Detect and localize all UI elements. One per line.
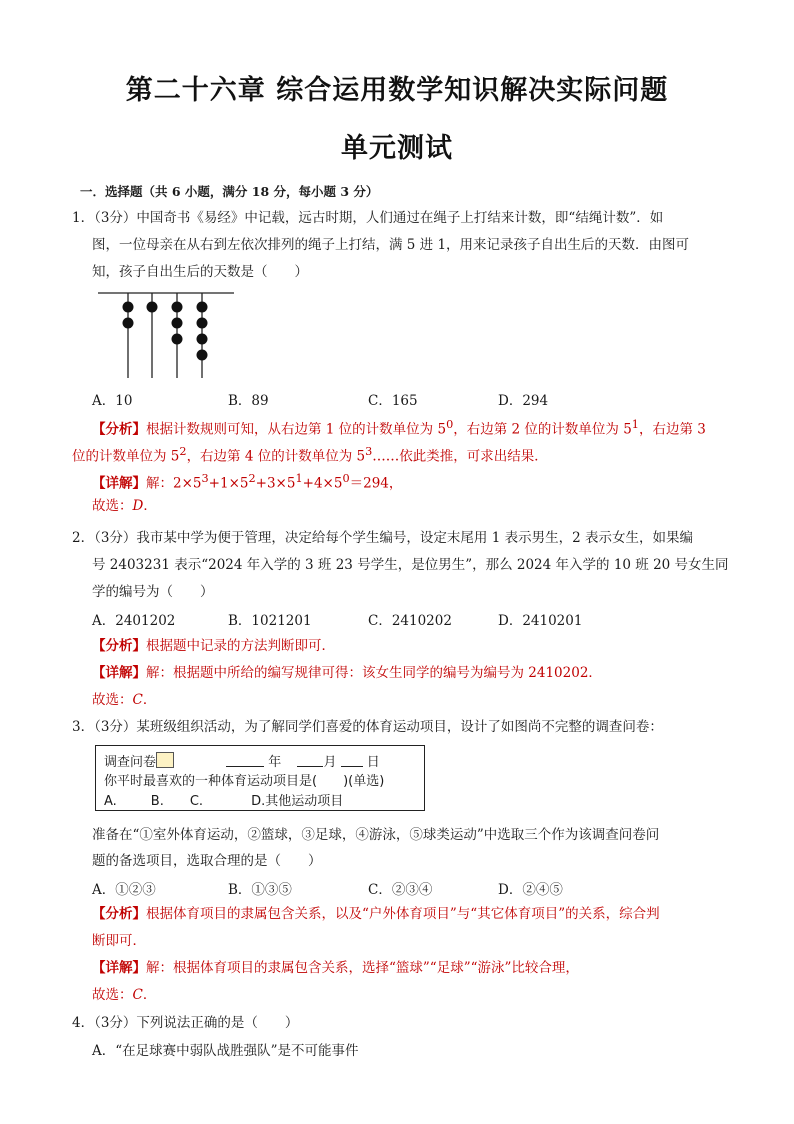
q2-analysis: 【分析】根据题中记录的方法判断即可． (92, 638, 335, 654)
q1-analysis-line-2: 位的计数单位为 $5^2$，右边第 4 位的计数单位为 $5^3\dots\dots$依此类推，可求出结果． (72, 445, 548, 465)
q3-option-b: B．①③⑤ (228, 882, 292, 898)
q3-detail: 【详解】解：根据体育项目的隶属包含关系，选择“篮球”“足球”“游泳”比较合理， (92, 960, 579, 976)
knot (197, 302, 208, 313)
knot (197, 318, 208, 329)
knot (172, 334, 183, 345)
survey-form (95, 745, 425, 811)
q2-option-a: A．2401202 (92, 613, 176, 629)
q1-line-3: 知，孩子自出生后的天数是（ ） (92, 264, 308, 280)
knot-counting-figure (96, 290, 236, 380)
knot (147, 302, 158, 313)
q3-option-a: A．①②③ (92, 882, 156, 898)
q4-line-1: 4．（3分）下列说法正确的是（ ） (72, 1015, 299, 1031)
survey-row-3: A. B. C. D.其他运动项目 (104, 794, 344, 809)
q1-option-b: B．89 (228, 393, 269, 409)
knot (197, 350, 208, 361)
q2-line-3: 学的编号为（ ） (92, 584, 214, 600)
q2-line-1: 2．（3分）我市某中学为便于管理，决定给每个学生编号，设定末尾用 1 表示男生，2 表示女生，如果编 (72, 530, 693, 546)
knot (197, 334, 208, 345)
q1-option-c: C．165 (368, 393, 418, 409)
knot (123, 318, 134, 329)
q1-line-2: 图，一位母亲在从右到左依次排列的绳子上打结，满 5 进 1，用来记录孩子自出生后的天数．由图可 (92, 237, 690, 253)
q2-detail: 【详解】解：根据题中所给的编写规律可得：该女生同学的编号为编号为 2410202． (92, 665, 602, 681)
q2-answer: 故选：C． (92, 692, 157, 708)
q1-line-1: 1．（3分）中国奇书《易经》中记载，远古时期，人们通过在绳子上打结来计数，即“结绳计数”．如 (72, 210, 664, 226)
q1-analysis-line-1: 【分析】根据计数规则可知，从右边第 1 位的计数单位为 $5^0$，右边第 2 位的计数单位为 $5^1$，右边第 3 (92, 418, 706, 438)
q4-option-a: A．“在足球赛中弱队战胜强队”是不可能事件 (92, 1043, 359, 1059)
q2-option-d: D．2410201 (498, 613, 583, 629)
survey-code-box (156, 752, 174, 768)
knot (172, 302, 183, 313)
q3-analysis-line-1: 【分析】根据体育项目的隶属包含关系，以及“户外体育项目”与“其它体育项目”的关系，综合判 (92, 906, 660, 922)
q3-option-c: C．②③④ (368, 882, 433, 898)
q1-detail: 【详解】解：$2\times 5^3+1\times 5^2+3\times 5^1+4\times 5^0=294$， (92, 472, 403, 492)
survey-row-2: 你平时最喜欢的一种体育运动项目是( )(单选) (104, 774, 385, 789)
q1-answer: 故选：D． (92, 498, 157, 514)
q3-answer: 故选：C． (92, 987, 157, 1003)
q3-option-d: D．②④⑤ (498, 882, 563, 898)
q2-line-2: 号 2403231 表示“2024 年入学的 3 班 23 号学生，是位男生”，那么 2024 年入学的 10 班 20 号女生同 (92, 557, 729, 573)
q3-analysis-line-2: 断即可． (92, 933, 146, 949)
q3-line-3: 题的备选项目，选取合理的是（ ） (92, 853, 322, 869)
q2-option-b: B．1021201 (228, 613, 312, 629)
q3-line-2: 准备在“①室外体育运动，②篮球，③足球，④游泳，⑤球类运动”中选取三个作为该调查问卷问 (92, 827, 660, 843)
q1-option-d: D．294 (498, 393, 549, 409)
knot (172, 318, 183, 329)
knots (123, 302, 208, 361)
page-subtitle: 单元测试 (341, 133, 453, 164)
q2-option-c: C．2410202 (368, 613, 452, 629)
section-heading: 一．选择题（共 6 小题，满分 18 分，每小题 3 分） (80, 184, 379, 199)
survey-row-1: 调查问卷 年 月 日 (104, 751, 380, 770)
q3-line-1: 3．（3分）某班级组织活动，为了解同学们喜爱的体育运动项目，设计了如图尚不完整的调查问卷： (72, 719, 663, 735)
q1-option-a: A．10 (92, 393, 133, 409)
page-title: 第二十六章 综合运用数学知识解决实际问题 (125, 75, 669, 106)
knot (123, 302, 134, 313)
